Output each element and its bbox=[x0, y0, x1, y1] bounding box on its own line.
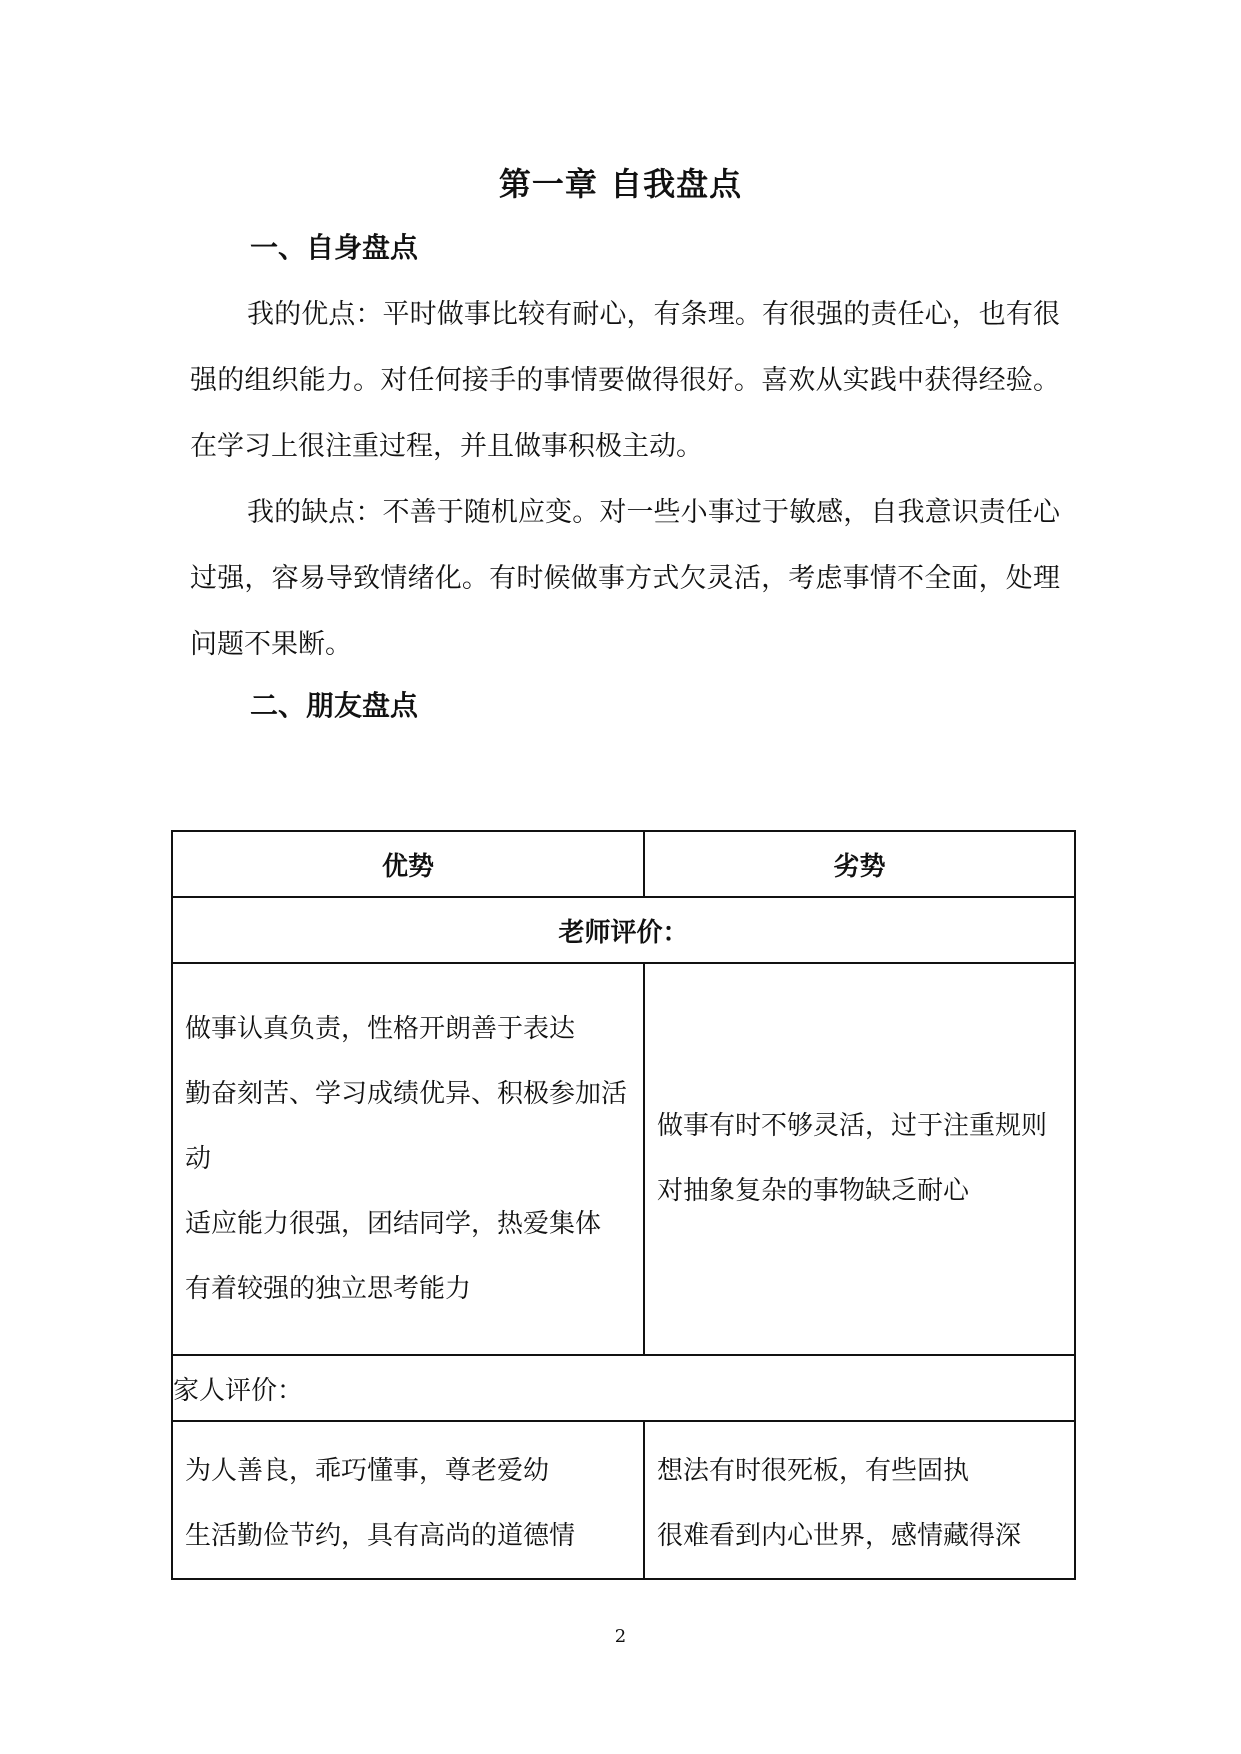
teacher-evaluation-row bbox=[172, 963, 1075, 1355]
teacher-disadvantage-item: 做事有时不够灵活，过于注重规则 bbox=[657, 1111, 1048, 1141]
section-heading-friends: 二、朋友盘点 bbox=[250, 689, 419, 722]
family-advantage-item: 为人善良，乖巧懂事，尊老爱幼 bbox=[185, 1456, 550, 1486]
evaluation-table bbox=[171, 830, 1076, 1580]
teacher-advantage-item: 做事认真负责，性格开朗善于表达 bbox=[185, 1013, 576, 1044]
teacher-advantage-item: 有着较强的独立思考能力 bbox=[185, 1273, 472, 1304]
page-number: 2 bbox=[614, 1626, 627, 1647]
section-heading-self: 一、自身盘点 bbox=[250, 231, 419, 264]
family-disadvantages-cell bbox=[644, 1421, 1075, 1579]
teacher-advantage-item: 适应能力很强，团结同学，热爱集体 bbox=[185, 1208, 602, 1239]
teacher-disadvantages-cell bbox=[644, 963, 1075, 1355]
teacher-label-row bbox=[172, 897, 1075, 963]
family-evaluation-label: 家人评价： bbox=[172, 1355, 1075, 1421]
family-evaluation-row bbox=[172, 1421, 1075, 1579]
header-advantages: 优势 bbox=[172, 831, 644, 897]
header-disadvantages: 劣势 bbox=[644, 831, 1075, 897]
family-disadvantage-item: 很难看到内心世界，感情藏得深 bbox=[657, 1521, 1022, 1551]
teacher-advantage-item: 勤奋刻苦、学习成绩优异、积极参加活动 bbox=[185, 1078, 628, 1174]
family-advantage-item: 生活勤俭节约，具有高尚的道德情 bbox=[185, 1521, 576, 1551]
chapter-title: 第一章 自我盘点 bbox=[498, 165, 743, 203]
family-advantages-cell bbox=[172, 1421, 644, 1579]
table-header-row bbox=[172, 831, 1075, 897]
teacher-advantages-cell bbox=[172, 963, 644, 1355]
teacher-evaluation-label: 老师评价： bbox=[172, 897, 1075, 963]
family-label-row bbox=[172, 1355, 1075, 1421]
weaknesses-paragraph: 我的缺点：不善于随机应变。对一些小事过于敏感，自我意识责任心过强，容易导致情绪化。有时候做事方式欠灵活，考虑事情不全面，处理问题不果断。 bbox=[190, 497, 1060, 660]
family-disadvantage-item: 想法有时很死板，有些固执 bbox=[657, 1456, 970, 1486]
teacher-disadvantage-item: 对抽象复杂的事物缺乏耐心 bbox=[657, 1176, 970, 1206]
strengths-paragraph: 我的优点：平时做事比较有耐心，有条理。有很强的责任心，也有很强的组织能力。对任何接手的事情要做得很好。喜欢从实践中获得经验。在学习上很注重过程，并且做事积极主动。 bbox=[190, 299, 1060, 462]
